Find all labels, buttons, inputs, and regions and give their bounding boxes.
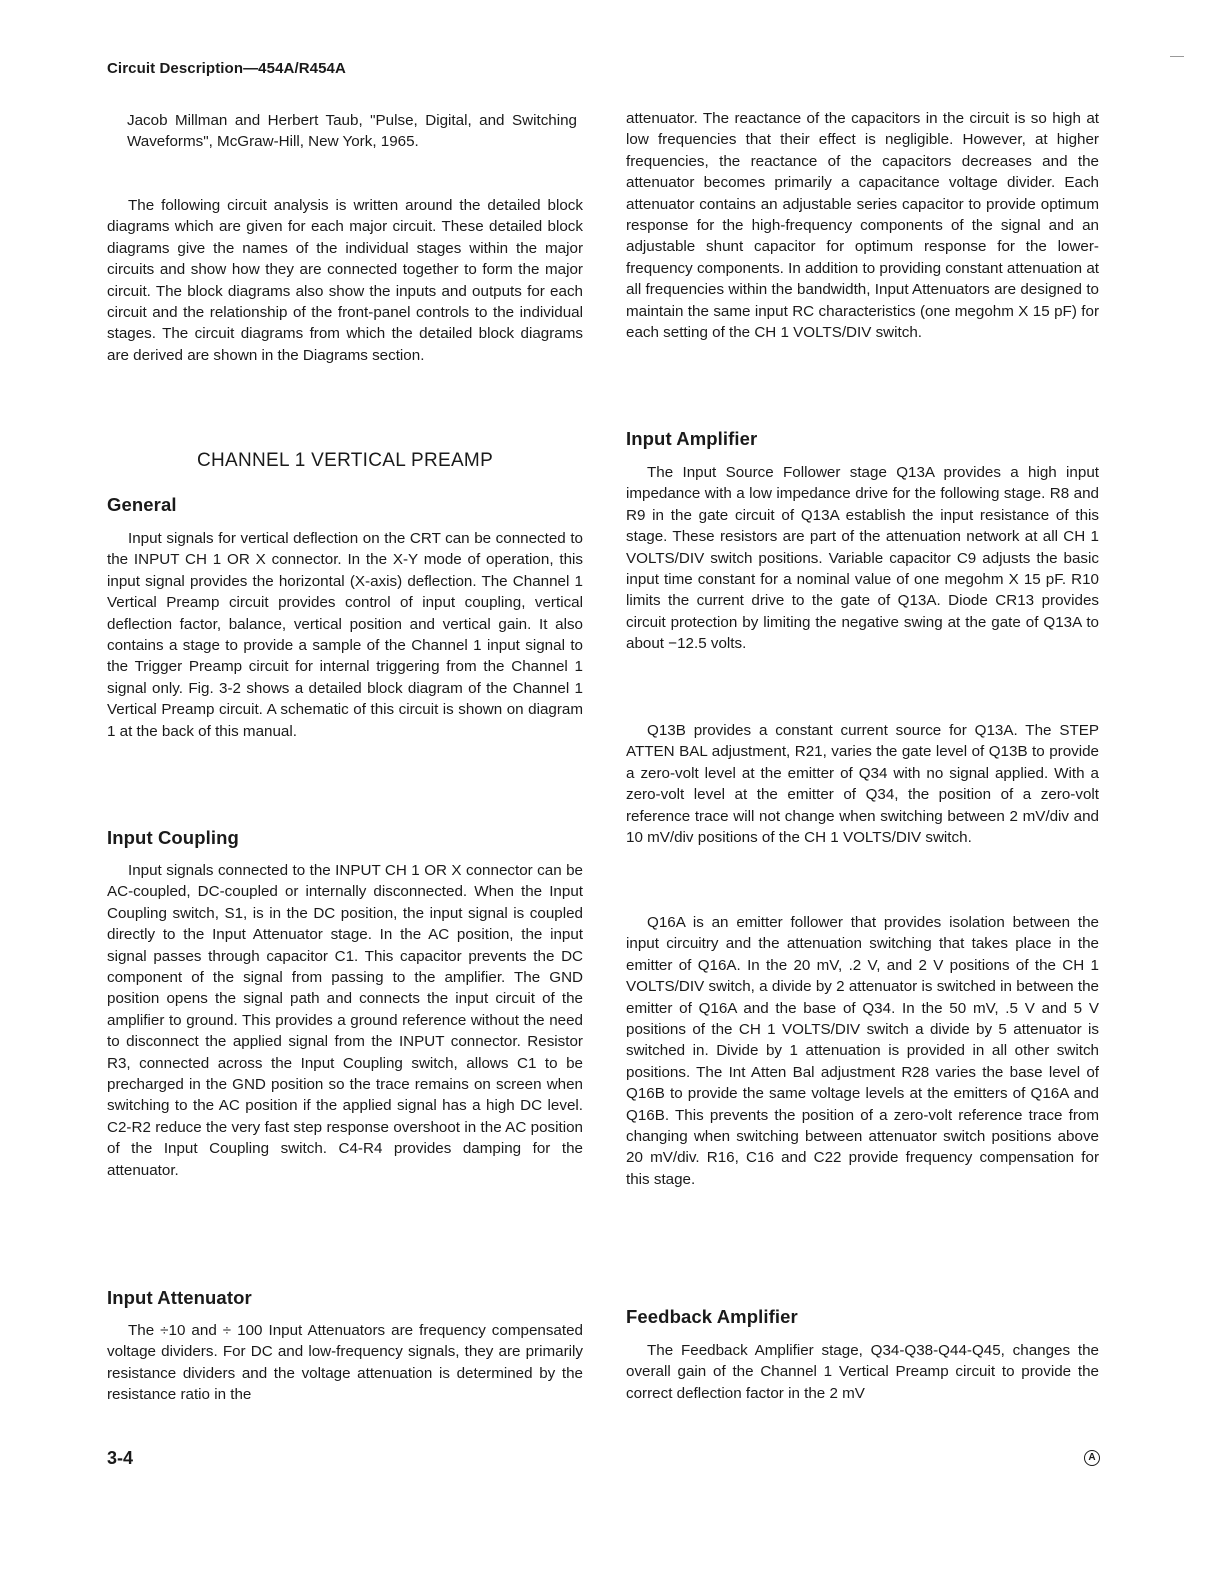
input-amplifier-p3-block [626, 912, 1099, 1190]
input-amplifier-paragraph-2: Q13B provides a constant current source for Q13A. The STEP ATTEN BAL adjustment, R21, varies the gate level of Q13B to provide a zero-volt level at the emitter of Q34 with no signal applied. With a zero-volt level at the emitter of Q34, the position of a zero-volt reference trace will not change when switching between 2 mV/div and 10 mV/div positions of the CH 1 VOLTS/DIV switch. [626, 722, 1099, 847]
input-attenuator-paragraph: The ÷10 and ÷ 100 Input Attenuators are frequency compensated voltage dividers. For DC and low-frequency signals, they are primarily resistance dividers and the voltage attenuation is determined by the resistance ratio in the [107, 1322, 583, 1404]
intro-block [107, 195, 583, 366]
input-amplifier-heading: Input Amplifier [626, 428, 758, 449]
input-amplifier-p1-block [626, 462, 1099, 655]
reference-citation: Jacob Millman and Herbert Taub, "Pulse, Digital, and Switching Waveforms", McGraw-Hill, New York, 1965. [127, 112, 577, 151]
input-coupling-heading: Input Coupling [107, 827, 239, 848]
general-body-block [107, 528, 583, 742]
input-amplifier-section [626, 428, 1099, 450]
input-amplifier-paragraph-1: The Input Source Follower stage Q13A provides a high input impedance with a low impedance drive for the following stage. R8 and R9 in the gate circuit of Q13A establish the input resistance of this stage. These resistors are part of the attenuation network at all CH 1 VOLTS/DIV switch positions. Variable capacitor C9 adjusts the basic input time constant for a nominal value of one megohm X 15 pF. R10 limits the current drive to the gate of Q13A. Diode CR13 provides circuit protection by limiting the negative swing at the gate of Q13A to about −12.5 volts. [626, 464, 1099, 653]
intro-paragraph: The following circuit analysis is written around the detailed block diagrams which are given for each major circuit. These detailed block diagrams give the names of the individual stages within the major circuits and show how they are connected together to form the major circuit. The block diagrams also show the inputs and outputs for each circuit and the relationship of the front-panel controls to the individual stages. The circuit diagrams from which the detailed block diagrams are derived are shown in the Diagrams section. [107, 197, 583, 364]
attenuator-continued-paragraph: attenuator. The reactance of the capacitors in the circuit is so high at low frequencies that their effect is negligible. However, at higher frequencies, the reactance of the capacitors decreases and the attenuator becomes primarily a capacitance voltage divider. Each attenuator contains an adjustable series capacitor to provide optimum response for the high-frequency components of the signal and an adjustable shunt capacitor for optimum response for the lower-frequency components. In addition to providing constant attenuation at all frequencies within the bandwidth, Input Attenuators are designed to maintain the same input RC characteristics (one megohm X 15 pF) for each setting of the CH 1 VOLTS/DIV switch. [626, 110, 1099, 342]
input-attenuator-heading: Input Attenuator [107, 1287, 252, 1308]
input-coupling-section [107, 827, 583, 849]
section-title-block [107, 450, 583, 472]
general-paragraph: Input signals for vertical deflection on the CRT can be connected to the INPUT CH 1 OR X connector. In the X-Y mode of operation, this input signal provides the horizontal (X-axis) deflection. The Channel 1 Vertical Preamp circuit provides control of input coupling, vertical deflection factor, balance, vertical position and vertical gain. It also contains a stage to provide a sample of the Channel 1 input signal to the Trigger Preamp circuit for internal triggering from the Channel 1 signal only. Fig. 3-2 shows a detailed block diagram of the Channel 1 Vertical Preamp circuit. A schematic of this circuit is shown on diagram 1 at the back of this manual. [107, 530, 583, 740]
section-title: CHANNEL 1 VERTICAL PREAMP [196, 450, 494, 471]
page-number: 3-4 [107, 1448, 134, 1468]
input-attenuator-body-block [107, 1320, 583, 1406]
input-amplifier-paragraph-3: Q16A is an emitter follower that provides isolation between the input circuitry and the attenuation switching that takes place in the emitter of Q16A. In the 20 mV, .2 V, and 2 V positions of the CH 1 VOLTS/DIV switch, a divide by 2 attenuator is switched in between the emitter of Q16A and the base of Q34. In the 50 mV, .5 V and 5 V positions of the CH 1 VOLTS/DIV switch a divide by 5 attenuator is switched in. Divide by 1 attenuation is provided in all other switch positions. The Int Atten Bal adjustment R28 varies the base level of Q16B to provide the same voltage levels at the emitters of Q16A and Q16B. This prevents the position of a zero-volt reference trace from changing when switching between attenuator switch positions above 20 mV/div. R16, C16 and C22 provide frequency compensation for this stage. [626, 914, 1099, 1188]
attenuator-continued-block [626, 108, 1099, 343]
running-head: Circuit Description—454A/R454A [107, 60, 346, 77]
input-coupling-paragraph: Input signals connected to the INPUT CH 1 OR X connector can be AC-coupled, DC-coupled or internally disconnected. When the Input Coupling switch, S1, is in the DC position, the input signal is coupled directly to the Input Attenuator stage. In the AC position, the input signal passes through capacitor C1. This capacitor prevents the DC component of the signal from passing to the amplifier. The GND position opens the signal path and connects the input circuit of the amplifier to ground. This provides a ground reference without the need to disconnect the applied signal from the INPUT connector. Resistor R3, connected across the Input Coupling switch, allows C1 to be precharged in the GND position so the trace remains on screen when switching to the AC position if the applied signal has a high DC level. C2-R2 reduce the very fast step response overshoot in the AC position of the Input Coupling switch. C4-R4 provides damping for the attenuator. [107, 862, 583, 1179]
reference-block [107, 110, 583, 153]
feedback-amplifier-paragraph: The Feedback Amplifier stage, Q34-Q38-Q44-Q45, changes the overall gain of the Channel 1 Vertical Preamp circuit to provide the correct deflection factor in the 2 mV [626, 1342, 1099, 1402]
feedback-amplifier-section [626, 1306, 1099, 1328]
input-attenuator-section [107, 1287, 583, 1309]
input-amplifier-p2-block [626, 720, 1099, 848]
input-coupling-body-block [107, 860, 583, 1181]
feedback-amplifier-heading: Feedback Amplifier [626, 1306, 798, 1327]
revision-mark: A [1084, 1450, 1100, 1466]
corner-mark [1170, 56, 1184, 57]
feedback-amplifier-body-block [626, 1340, 1099, 1404]
general-section [107, 494, 583, 516]
general-heading: General [107, 494, 177, 515]
